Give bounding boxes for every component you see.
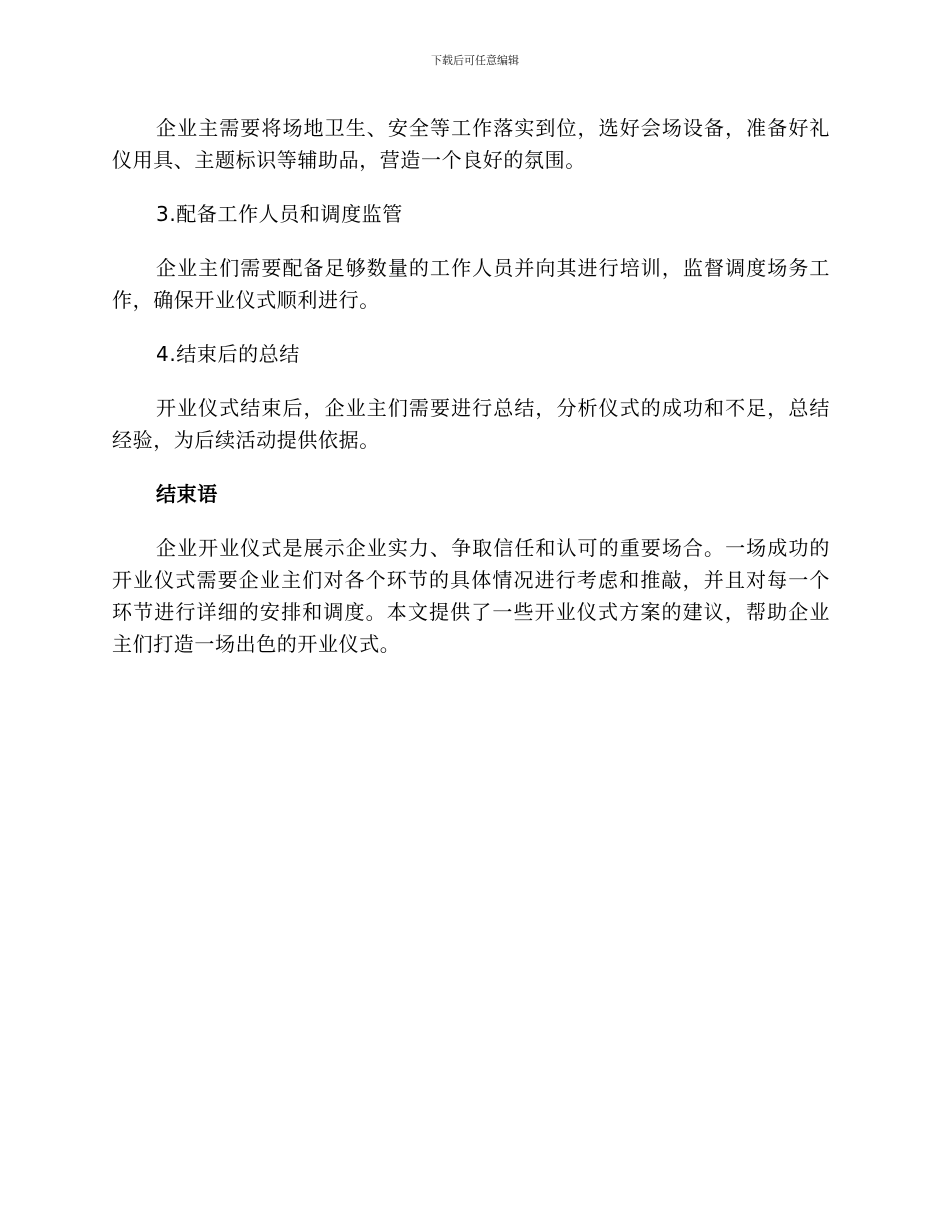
paragraph-summary: 开业仪式结束后，企业主们需要进行总结，分析仪式的成功和不足，总结经验，为后续活动提供依据。 [112,396,830,452]
paragraph-venue-preparation: 企业主需要将场地卫生、安全等工作落实到位，选好会场设备，准备好礼仪用具、主题标识等辅助品，营造一个良好的氛围。 [112,116,830,172]
paragraph-staffing: 企业主们需要配备足够数量的工作人员并向其进行培训，监督调度场务工作，确保开业仪式顺利进行。 [112,256,830,312]
paragraph-conclusion: 企业开业仪式是展示企业实力、争取信任和认可的重要场合。一场成功的开业仪式需要企业主们对各个环节的具体情况进行考虑和推敲，并且对每一个环节进行详细的安排和调度。本文提供了一些开业仪式方案的建议，帮助企业主们打造一场出色的开业仪式。 [112,536,830,656]
conclusion-heading: 结束语 [156,482,218,506]
document-body [112,112,830,682]
section-heading-staffing: 3.配备工作人员和调度监管 [156,202,403,226]
page-header: 下载后可任意编辑 [431,54,519,67]
section-heading-summary: 4.结束后的总结 [156,342,300,366]
